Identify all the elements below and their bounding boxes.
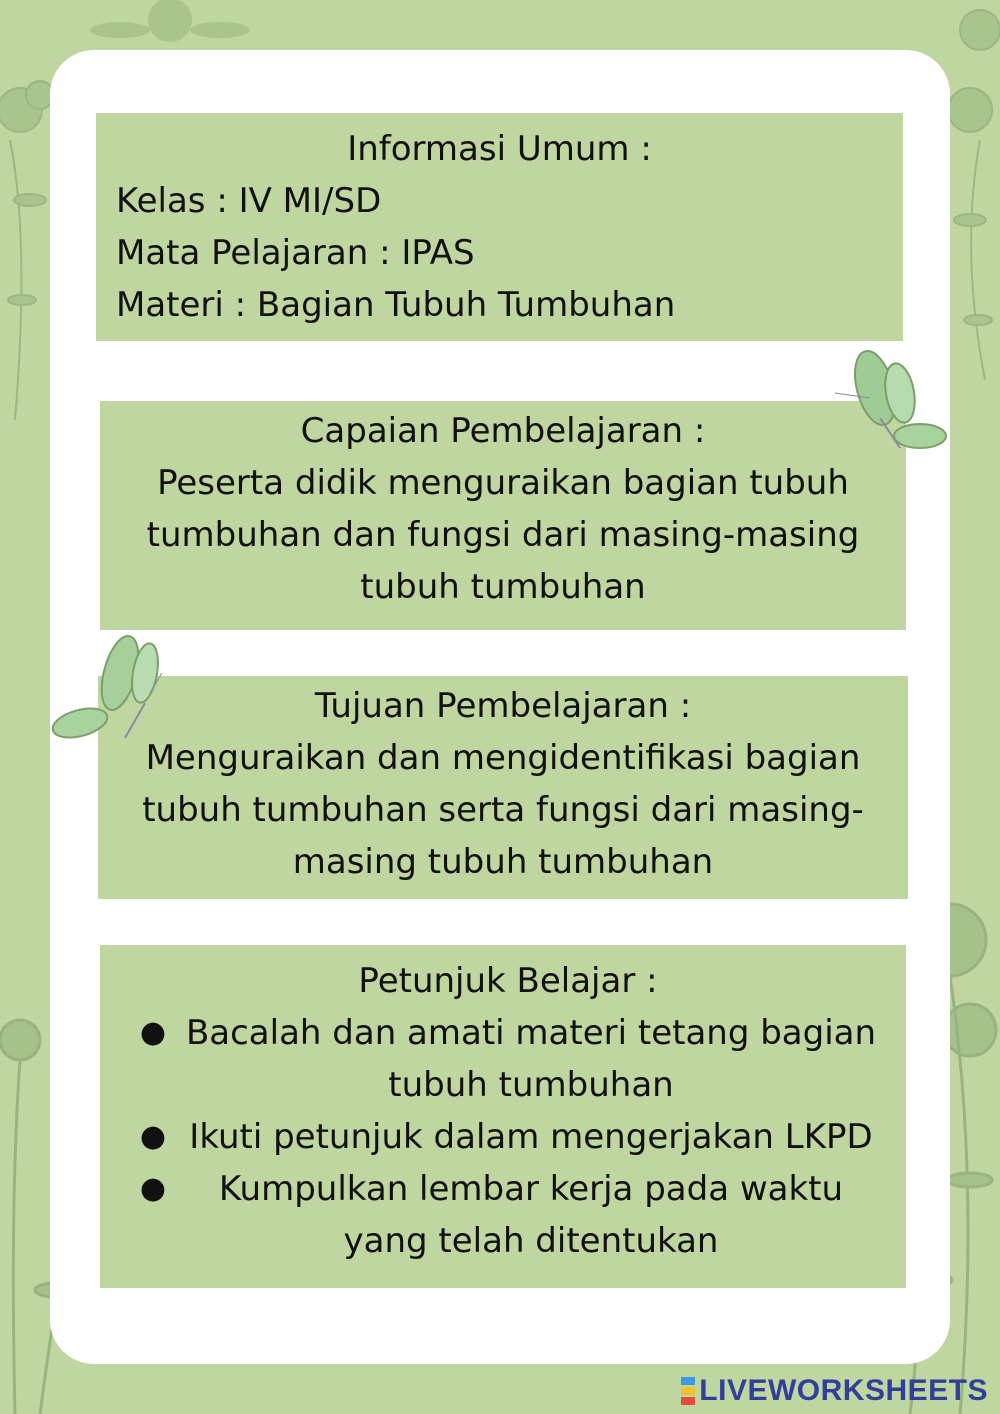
list-item (130, 1007, 886, 1111)
list-item (130, 1111, 886, 1163)
bullet-icon: ● (139, 1119, 167, 1154)
capaian-line: tumbuhan dan fungsi dari masing-masing (146, 515, 860, 555)
bullet-icon: ● (139, 1171, 167, 1206)
list-item (130, 1163, 886, 1267)
capaian-box (100, 401, 906, 630)
info-box (96, 113, 903, 341)
tujuan-line: tubuh tumbuhan serta fungsi dari masing- (142, 790, 864, 830)
butterfly-right-icon (830, 348, 950, 458)
petunjuk-heading: Petunjuk Belajar : (358, 961, 658, 1001)
capaian-heading: Capaian Pembelajaran : (300, 411, 706, 451)
liveworksheets-watermark (681, 1374, 988, 1408)
butterfly-left-icon (50, 628, 165, 743)
info-line-mapel: Mata Pelajaran : IPAS (116, 233, 475, 273)
capaian-line: Peserta didik menguraikan bagian tubuh (157, 463, 849, 503)
tujuan-line: masing tubuh tumbuhan (292, 842, 714, 882)
list-item-line: yang telah ditentukan (343, 1221, 719, 1261)
tujuan-box (98, 676, 908, 899)
petunjuk-list (130, 1007, 886, 1267)
bullet-icon: ● (139, 1015, 167, 1050)
capaian-line: tubuh tumbuhan (360, 567, 646, 607)
info-line-materi: Materi : Bagian Tubuh Tumbuhan (116, 285, 676, 325)
tujuan-line: Menguraikan dan mengidentifikasi bagian (145, 738, 861, 778)
flower-top-center-icon (60, 0, 260, 50)
list-item-line: Kumpulkan lembar kerja pada waktu (218, 1169, 844, 1209)
list-item-line: Ikuti petunjuk dalam mengerjakan LKPD (189, 1117, 873, 1157)
info-line-kelas: Kelas : IV MI/SD (116, 181, 382, 221)
petunjuk-box (100, 945, 906, 1288)
list-item-line: Bacalah dan amati materi tetang bagian (185, 1013, 877, 1053)
list-item-line: tubuh tumbuhan (388, 1065, 674, 1105)
tujuan-heading: Tujuan Pembelajaran : (314, 686, 692, 726)
liveworksheets-logo-icon (681, 1376, 695, 1406)
watermark-text: LIVEWORKSHEETS (699, 1374, 988, 1407)
info-heading: Informasi Umum : (347, 129, 652, 169)
